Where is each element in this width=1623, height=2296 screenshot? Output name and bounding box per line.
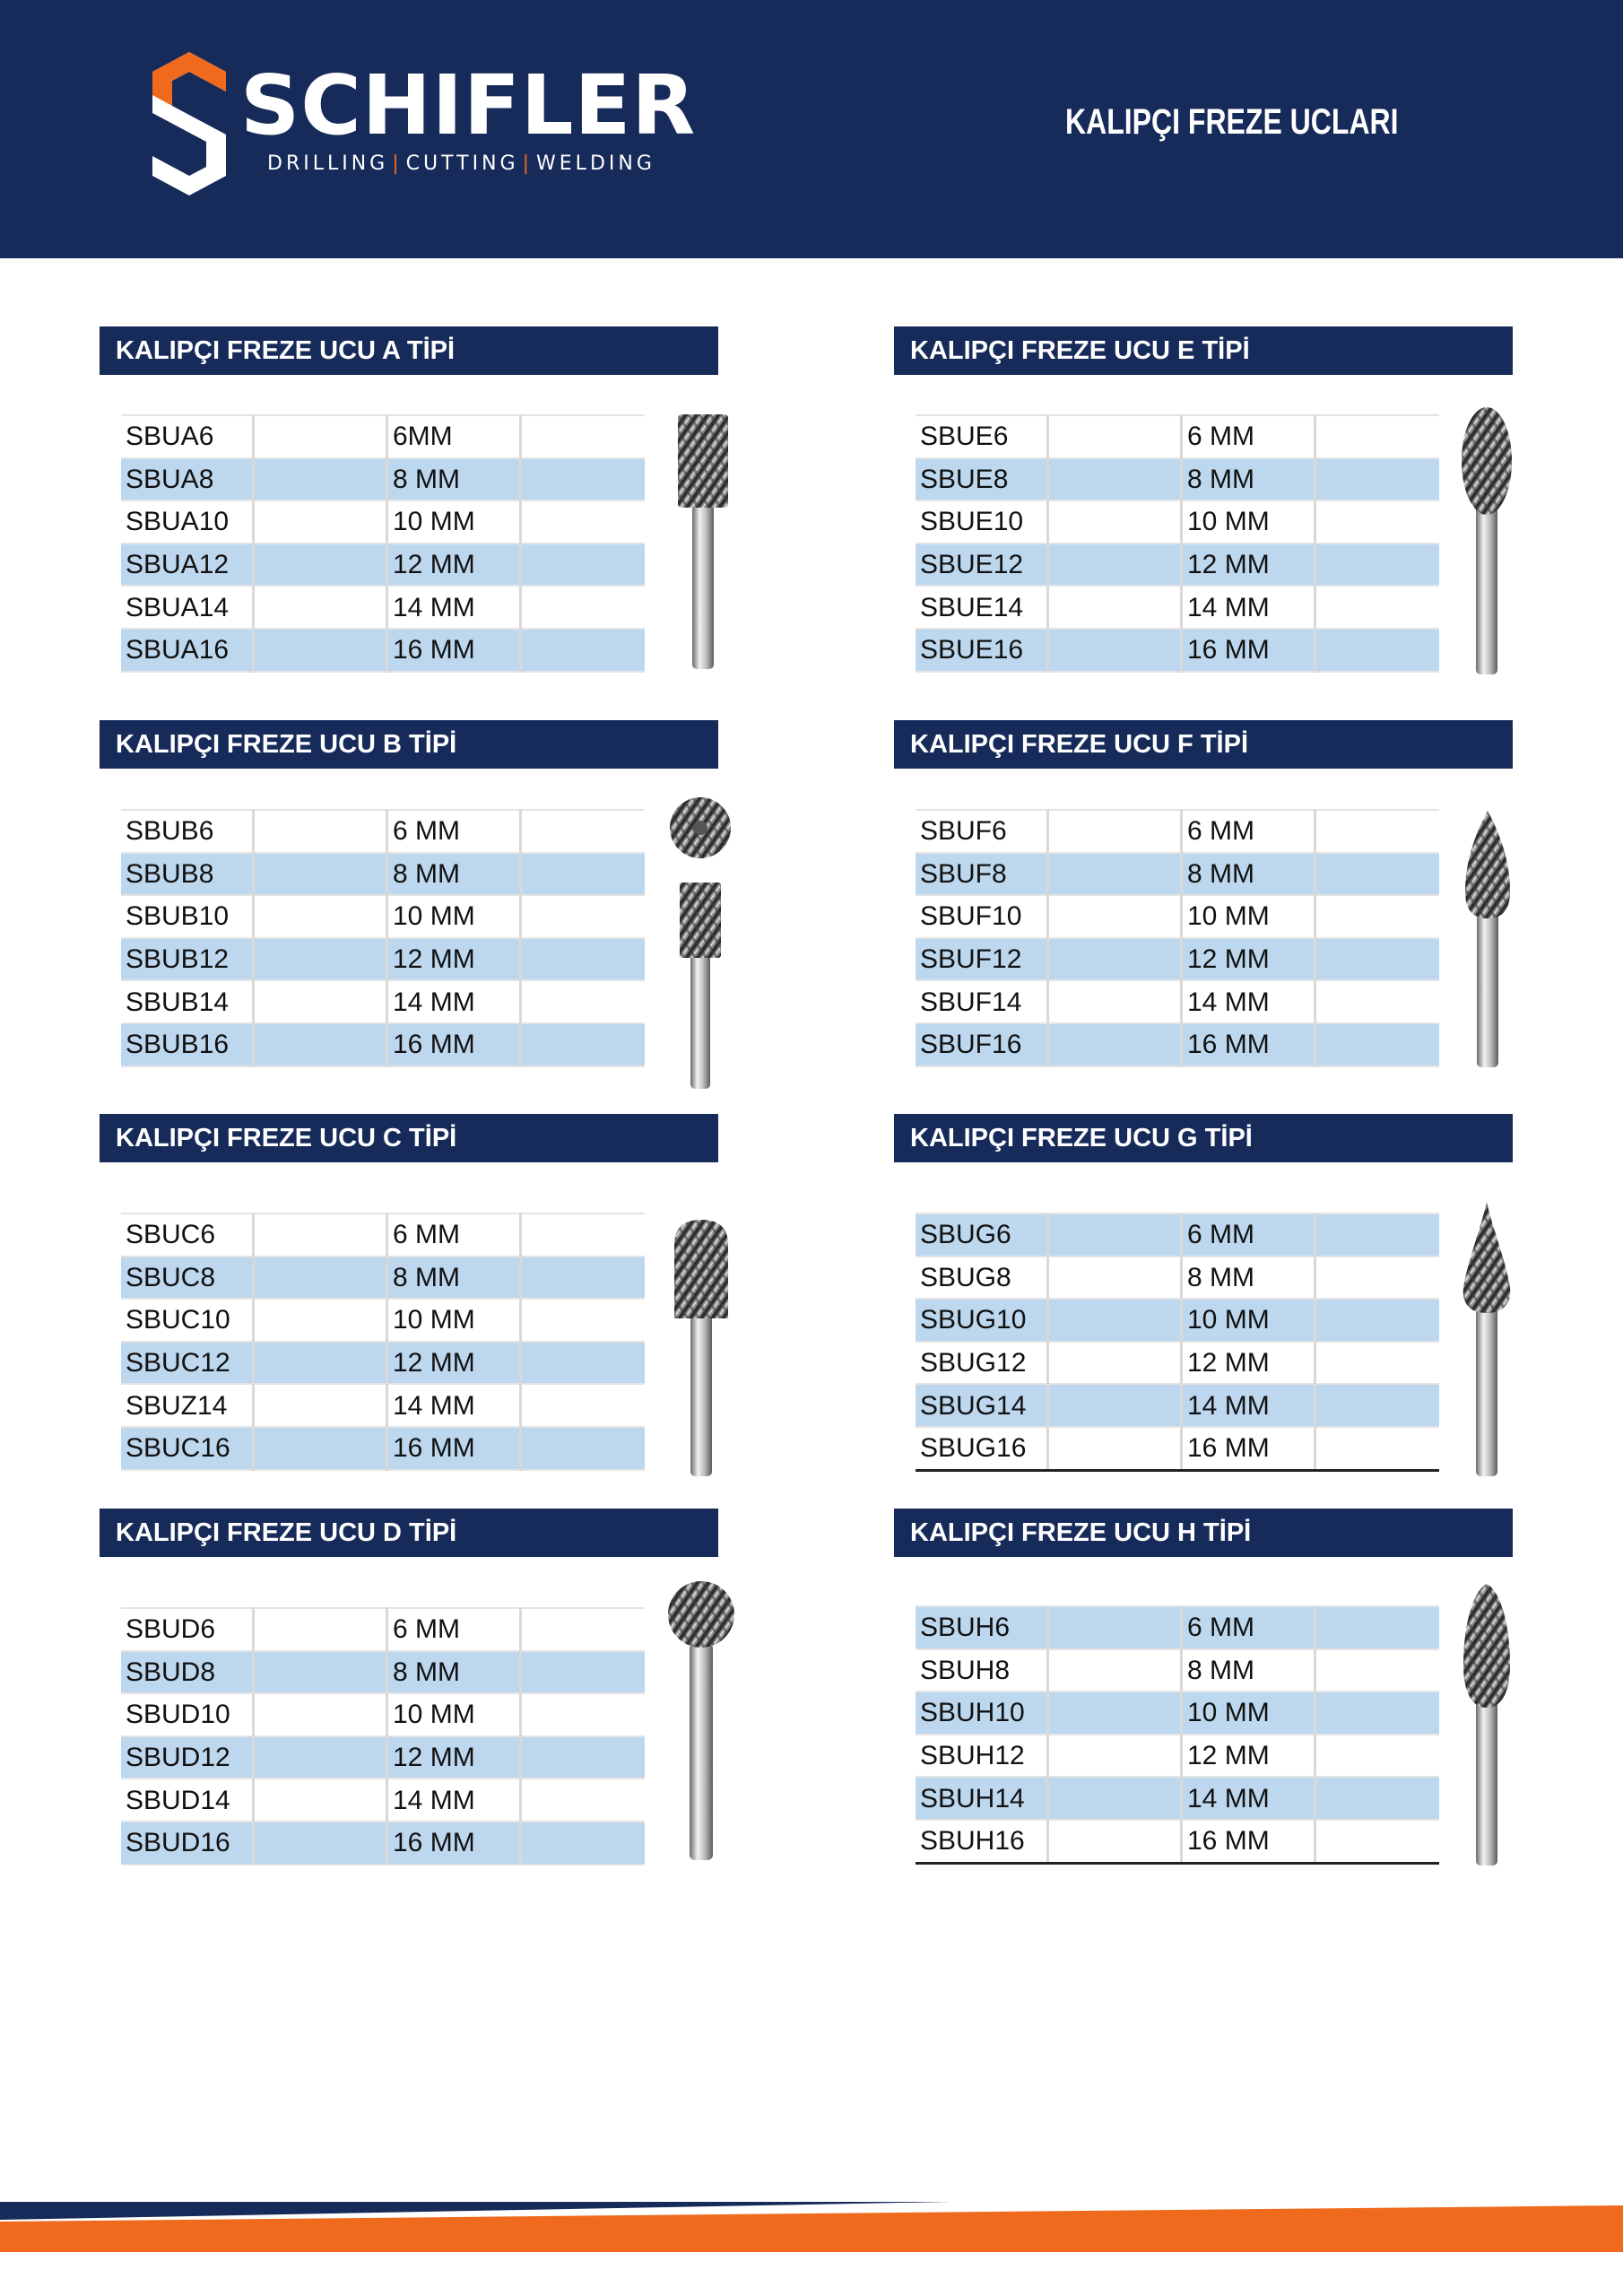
- product-code: SBUC16: [121, 1427, 254, 1470]
- table-row: [121, 1342, 645, 1385]
- product-size: 14 MM: [1182, 980, 1315, 1023]
- product-code: SBUD10: [121, 1693, 254, 1736]
- product-size: 12 MM: [387, 544, 521, 587]
- product-code: SBUH10: [916, 1692, 1048, 1735]
- product-size: 14 MM: [1182, 1777, 1315, 1820]
- product-size: 10 MM: [1182, 1299, 1315, 1342]
- table-row: [916, 415, 1439, 458]
- product-size: 6 MM: [387, 1608, 521, 1651]
- product-size: 14 MM: [387, 1779, 521, 1822]
- schifler-s-logo-icon: [152, 52, 226, 196]
- tagline-drilling: DRILLING: [267, 152, 389, 175]
- product-size: 12 MM: [1182, 1735, 1315, 1778]
- brand-tagline: [267, 152, 655, 175]
- product-size: 10 MM: [1182, 895, 1315, 938]
- table-row: [121, 1023, 645, 1066]
- cylinder-flat-burr-icon: [674, 413, 732, 671]
- table-row: [121, 629, 645, 672]
- table-row: [916, 810, 1439, 853]
- product-code: SBUG10: [916, 1299, 1048, 1342]
- product-size: 6 MM: [1182, 415, 1315, 458]
- spec-table: [916, 1213, 1439, 1472]
- table-row: [916, 1023, 1439, 1066]
- section-title: KALIPÇI FREZE UCU H TİPİ: [894, 1509, 1513, 1557]
- product-code: SBUF10: [916, 895, 1048, 938]
- product-code: SBUB14: [121, 980, 254, 1023]
- product-size: 8 MM: [1182, 853, 1315, 896]
- product-code: SBUG16: [916, 1427, 1048, 1470]
- table-row: [121, 1384, 645, 1427]
- table-row: [121, 1651, 645, 1694]
- table-row: [121, 1693, 645, 1736]
- table-row: [916, 1213, 1439, 1257]
- product-code: SBUD14: [121, 1779, 254, 1822]
- product-size: 6 MM: [1182, 1213, 1315, 1257]
- section-title: KALIPÇI FREZE UCU B TİPİ: [100, 720, 718, 769]
- product-code: SBUD12: [121, 1736, 254, 1779]
- table-row: [916, 980, 1439, 1023]
- product-size: 10 MM: [1182, 1692, 1315, 1735]
- table-row: [121, 458, 645, 501]
- product-size: 12 MM: [387, 1342, 521, 1385]
- section-type-g: [894, 1114, 1513, 1473]
- product-size: 6 MM: [1182, 810, 1315, 853]
- product-code: SBUA10: [121, 500, 254, 544]
- product-size: 8 MM: [1182, 458, 1315, 501]
- section-type-d: [100, 1509, 718, 1867]
- table-row: [916, 1342, 1439, 1385]
- spec-table: [916, 809, 1439, 1067]
- product-code: SBUZ14: [121, 1384, 254, 1427]
- product-size: 8 MM: [387, 1257, 521, 1300]
- product-code: SBUE8: [916, 458, 1048, 501]
- product-size: 14 MM: [1182, 1384, 1315, 1427]
- table-row: [121, 500, 645, 544]
- product-size: 14 MM: [387, 1384, 521, 1427]
- table-row: [121, 586, 645, 629]
- table-row: [121, 1213, 645, 1257]
- product-code: SBUH6: [916, 1606, 1048, 1649]
- table-row: [916, 1606, 1439, 1649]
- table-row: [121, 1299, 645, 1342]
- product-code: SBUC6: [121, 1213, 254, 1257]
- product-size: 6 MM: [387, 810, 521, 853]
- spec-table: [121, 1213, 645, 1471]
- table-row: [916, 895, 1439, 938]
- product-code: SBUF8: [916, 853, 1048, 896]
- product-size: 12 MM: [1182, 1342, 1315, 1385]
- product-size: 10 MM: [387, 1299, 521, 1342]
- product-code: SBUF14: [916, 980, 1048, 1023]
- product-code: SBUE6: [916, 415, 1048, 458]
- tagline-welding: WELDING: [536, 152, 655, 175]
- table-row: [121, 1736, 645, 1779]
- section-title: KALIPÇI FREZE UCU E TİPİ: [894, 326, 1513, 375]
- table-row: [121, 1608, 645, 1651]
- product-size: 14 MM: [387, 586, 521, 629]
- oval-burr-icon: [1458, 405, 1515, 676]
- product-code: SBUF12: [916, 938, 1048, 981]
- section-title: KALIPÇI FREZE UCU A TİPİ: [100, 326, 718, 375]
- table-row: [121, 980, 645, 1023]
- product-code: SBUG12: [916, 1342, 1048, 1385]
- product-size: 12 MM: [387, 1736, 521, 1779]
- product-size: 12 MM: [1182, 938, 1315, 981]
- table-row: [916, 1257, 1439, 1300]
- tagline-separator: |: [392, 152, 403, 175]
- table-row: [916, 1649, 1439, 1692]
- product-size: 6 MM: [387, 1213, 521, 1257]
- schifler-logo: [152, 52, 697, 204]
- tagline-cutting: CUTTING: [405, 152, 519, 175]
- product-code: SBUA8: [121, 458, 254, 501]
- table-row: [916, 1692, 1439, 1735]
- product-code: SBUF6: [916, 810, 1048, 853]
- cylinder-radius-burr-icon: [671, 1218, 732, 1478]
- product-code: SBUH16: [916, 1820, 1048, 1863]
- product-size: 10 MM: [387, 500, 521, 544]
- product-code: SBUC12: [121, 1342, 254, 1385]
- product-code: SBUH14: [916, 1777, 1048, 1820]
- product-size: 14 MM: [1182, 586, 1315, 629]
- table-row: [121, 544, 645, 587]
- table-row: [916, 853, 1439, 896]
- product-size: 16 MM: [387, 629, 521, 672]
- table-row: [916, 1820, 1439, 1863]
- product-code: SBUF16: [916, 1023, 1048, 1066]
- product-code: SBUB8: [121, 853, 254, 896]
- product-code: SBUA16: [121, 629, 254, 672]
- cylinder-end-cut-burr-icon: [667, 795, 733, 1091]
- table-row: [916, 1777, 1439, 1820]
- table-row: [121, 1779, 645, 1822]
- product-size: 10 MM: [387, 895, 521, 938]
- section-title: KALIPÇI FREZE UCU D TİPİ: [100, 1509, 718, 1557]
- table-row: [916, 938, 1439, 981]
- product-code: SBUD6: [121, 1608, 254, 1651]
- product-code: SBUG14: [916, 1384, 1048, 1427]
- product-size: 14 MM: [387, 980, 521, 1023]
- page-header: [0, 0, 1623, 258]
- product-code: SBUG6: [916, 1213, 1048, 1257]
- table-row: [916, 629, 1439, 672]
- product-size: 8 MM: [387, 1651, 521, 1694]
- product-code: SBUE12: [916, 544, 1048, 587]
- spec-table: [121, 1607, 645, 1866]
- flame-burr-icon: [1460, 1582, 1514, 1867]
- table-row: [916, 1427, 1439, 1470]
- table-row: [916, 458, 1439, 501]
- footer-stripes: [0, 2202, 1623, 2296]
- product-size: 16 MM: [1182, 1820, 1315, 1863]
- section-type-e: [894, 326, 1513, 685]
- product-code: SBUA14: [121, 586, 254, 629]
- product-code: SBUH8: [916, 1649, 1048, 1692]
- table-row: [121, 415, 645, 458]
- product-code: SBUB16: [121, 1023, 254, 1066]
- spec-table: [916, 414, 1439, 673]
- spec-table: [121, 809, 645, 1067]
- table-row: [916, 586, 1439, 629]
- product-size: 12 MM: [1182, 544, 1315, 587]
- product-size: 16 MM: [1182, 1427, 1315, 1470]
- ball-burr-icon: [665, 1578, 737, 1862]
- section-type-f: [894, 720, 1513, 1079]
- table-row: [916, 1384, 1439, 1427]
- product-code: SBUA6: [121, 415, 254, 458]
- section-title: KALIPÇI FREZE UCU C TİPİ: [100, 1114, 718, 1162]
- product-size: 8 MM: [387, 853, 521, 896]
- product-size: 16 MM: [387, 1023, 521, 1066]
- product-size: 10 MM: [387, 1693, 521, 1736]
- product-code: SBUB10: [121, 895, 254, 938]
- tagline-separator: |: [522, 152, 534, 175]
- section-title: KALIPÇI FREZE UCU G TİPİ: [894, 1114, 1513, 1162]
- section-type-c: [100, 1114, 718, 1473]
- product-code: SBUE16: [916, 629, 1048, 672]
- product-size: 6MM: [387, 415, 521, 458]
- product-code: SBUH12: [916, 1735, 1048, 1778]
- table-row: [916, 544, 1439, 587]
- product-size: 16 MM: [1182, 629, 1315, 672]
- table-row: [121, 853, 645, 896]
- table-row: [121, 938, 645, 981]
- table-row: [121, 810, 645, 853]
- product-code: SBUD16: [121, 1822, 254, 1865]
- table-row: [121, 1257, 645, 1300]
- product-size: 16 MM: [1182, 1023, 1315, 1066]
- section-type-b: [100, 720, 718, 1079]
- spec-table: [916, 1605, 1439, 1865]
- product-code: SBUE10: [916, 500, 1048, 544]
- product-code: SBUC10: [121, 1299, 254, 1342]
- table-row: [121, 895, 645, 938]
- table-row: [121, 1427, 645, 1470]
- brand-name: SCHIFLER: [240, 57, 697, 153]
- product-code: SBUB12: [121, 938, 254, 981]
- product-size: 16 MM: [387, 1822, 521, 1865]
- product-size: 10 MM: [1182, 500, 1315, 544]
- product-code: SBUC8: [121, 1257, 254, 1300]
- section-title: KALIPÇI FREZE UCU F TİPİ: [894, 720, 1513, 769]
- table-row: [121, 1822, 645, 1865]
- product-size: 6 MM: [1182, 1606, 1315, 1649]
- product-code: SBUA12: [121, 544, 254, 587]
- product-code: SBUD8: [121, 1651, 254, 1694]
- product-code: SBUG8: [916, 1257, 1048, 1300]
- product-size: 8 MM: [1182, 1257, 1315, 1300]
- section-type-a: [100, 326, 718, 685]
- product-size: 16 MM: [387, 1427, 521, 1470]
- table-row: [916, 1735, 1439, 1778]
- tree-pointed-burr-icon: [1460, 1200, 1514, 1478]
- product-size: 8 MM: [1182, 1649, 1315, 1692]
- page-title: KALIPÇI FREZE UCLARI: [1065, 102, 1399, 142]
- table-row: [916, 1299, 1439, 1342]
- product-code: SBUE14: [916, 586, 1048, 629]
- tree-radius-burr-icon: [1462, 809, 1514, 1069]
- product-code: SBUB6: [121, 810, 254, 853]
- section-type-h: [894, 1509, 1513, 1867]
- product-size: 8 MM: [387, 458, 521, 501]
- table-row: [916, 500, 1439, 544]
- spec-table: [121, 414, 645, 673]
- product-size: 12 MM: [387, 938, 521, 981]
